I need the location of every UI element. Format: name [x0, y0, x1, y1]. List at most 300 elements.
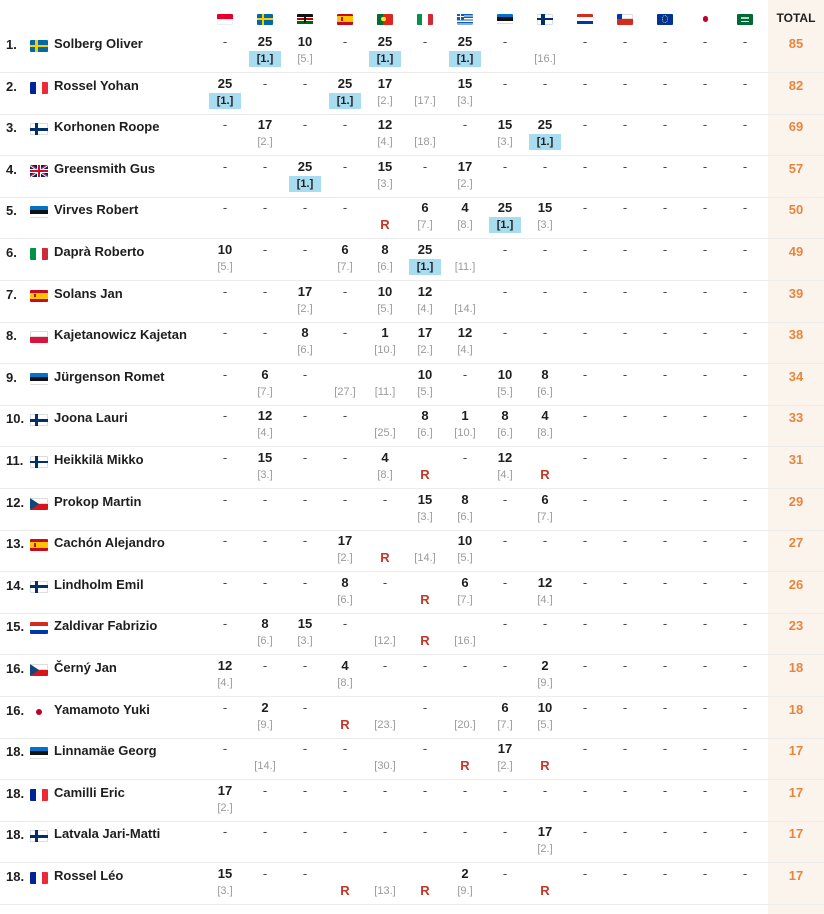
finish-position: [5.] — [537, 718, 553, 731]
finland-flag-icon — [30, 414, 48, 426]
event-header-10[interactable] — [605, 11, 645, 27]
result-cell — [525, 116, 565, 154]
driver-name[interactable]: Latvala Jari-Matti — [54, 826, 161, 842]
result-cell — [645, 158, 685, 196]
finish-position — [525, 550, 565, 566]
finish-position — [685, 883, 725, 899]
finish-position: [6.] — [537, 385, 553, 398]
result-cell — [365, 699, 405, 737]
france-flag-icon — [30, 82, 48, 94]
points: - — [222, 450, 228, 465]
result-cell — [565, 75, 605, 113]
result-cell — [725, 823, 765, 861]
result-cell — [245, 574, 285, 612]
points: - — [742, 741, 748, 757]
finish-position: [3.] — [537, 219, 553, 232]
result-cell — [605, 241, 645, 279]
result-cell — [565, 699, 605, 737]
table-row[interactable] — [0, 114, 824, 156]
points: - — [222, 325, 228, 341]
points: - — [662, 616, 668, 632]
event-header-5[interactable] — [405, 11, 445, 27]
result-cell — [525, 283, 565, 321]
driver-name[interactable]: Solberg Oliver — [54, 36, 143, 51]
finish-position: [6.] — [417, 427, 433, 440]
result-cell — [725, 283, 765, 321]
retired-mark: R — [420, 883, 430, 898]
points: - — [302, 824, 308, 840]
finland-flag-icon — [30, 123, 48, 135]
result-cell — [725, 699, 765, 737]
table-row[interactable] — [0, 572, 824, 614]
result-cell — [285, 615, 325, 653]
position: 4. — [6, 161, 17, 177]
driver-name[interactable]: Greensmith Gus — [54, 160, 156, 176]
result-cell — [645, 532, 685, 570]
result-cell — [205, 532, 245, 570]
result-cell — [245, 740, 285, 778]
result-cell — [685, 657, 725, 695]
finish-position — [565, 717, 605, 733]
event-header-6[interactable] — [445, 11, 485, 27]
points: - — [582, 824, 588, 840]
driver-name[interactable]: Černý Jan — [54, 660, 117, 675]
driver-name[interactable]: Virves Robert — [54, 202, 139, 218]
points: - — [462, 782, 468, 798]
result-cell — [205, 699, 245, 737]
result-cell — [565, 865, 605, 903]
points: - — [542, 242, 548, 257]
finish-position — [645, 592, 685, 608]
result-cell — [205, 366, 245, 404]
finish-position — [565, 509, 605, 525]
table-row[interactable] — [0, 863, 824, 905]
finish-position: [1.] — [249, 51, 281, 67]
result-cell — [685, 33, 725, 71]
finish-position: [23.] — [374, 718, 396, 731]
event-header-7[interactable] — [485, 11, 525, 27]
points: - — [502, 283, 508, 299]
finish-position: [1.] — [529, 134, 561, 150]
result-cell — [565, 823, 605, 861]
points: - — [622, 75, 628, 91]
finish-position — [685, 342, 725, 358]
result-cell — [445, 574, 485, 612]
finish-position: [4.] — [217, 677, 233, 689]
result-cell — [445, 782, 485, 820]
result-cell — [205, 740, 245, 778]
points: - — [702, 283, 708, 299]
table-row[interactable] — [0, 780, 824, 822]
points: - — [622, 366, 628, 382]
event-header-11[interactable] — [645, 11, 685, 27]
result-cell — [565, 324, 605, 362]
finish-position — [565, 550, 605, 566]
event-header-1[interactable] — [245, 11, 285, 27]
driver-name[interactable]: Prokop Martin — [54, 493, 142, 509]
finish-position — [245, 176, 285, 192]
table-row[interactable] — [0, 281, 824, 323]
points: - — [662, 366, 668, 382]
finish-position: [3.] — [497, 136, 513, 149]
event-header-9[interactable] — [565, 11, 605, 27]
result-cell — [405, 75, 445, 113]
result-cell — [725, 657, 765, 695]
finish-position — [285, 384, 325, 400]
points: - — [622, 283, 628, 299]
finish-position — [285, 800, 325, 816]
result-cell — [325, 324, 365, 362]
finish-position: [4.] — [377, 136, 393, 149]
spain-flag-icon — [337, 14, 353, 25]
finish-position — [405, 800, 445, 816]
table-row[interactable] — [0, 489, 824, 531]
kenya-flag-icon — [297, 14, 313, 25]
points: - — [502, 866, 508, 881]
result-cell — [485, 283, 525, 321]
total-points: 27 — [788, 535, 804, 551]
greece-flag-icon — [457, 14, 473, 25]
finish-position — [725, 217, 765, 233]
finish-position: [9.] — [257, 718, 273, 731]
points: - — [422, 699, 428, 715]
result-cell — [365, 782, 405, 820]
points: - — [302, 75, 308, 91]
table-row[interactable] — [0, 197, 824, 239]
finish-position — [245, 675, 285, 691]
finish-position — [685, 550, 725, 566]
finish-position — [605, 717, 645, 733]
finish-position: [14.] — [454, 302, 476, 315]
result-cell — [205, 241, 245, 279]
points: - — [462, 658, 468, 673]
event-header-13[interactable] — [725, 11, 765, 27]
finish-position — [485, 176, 525, 192]
points: 8 — [301, 325, 309, 341]
points: - — [502, 824, 508, 840]
finish-position — [525, 176, 565, 192]
points: 4 — [461, 200, 469, 216]
finish-position — [285, 841, 325, 857]
finish-position — [285, 883, 325, 899]
result-cell — [325, 283, 365, 321]
driver-name[interactable]: Zaldivar Fabrizio — [54, 618, 158, 634]
finish-position — [565, 384, 605, 400]
result-cell — [365, 823, 405, 861]
result-cell — [645, 657, 685, 695]
result-cell — [365, 324, 405, 362]
retired-mark: R — [340, 716, 350, 732]
finish-position — [565, 633, 605, 649]
table-row[interactable] — [0, 738, 824, 780]
finish-position: [5.] — [417, 385, 433, 398]
points: 10 — [297, 34, 313, 49]
finish-position: [4.] — [417, 302, 433, 315]
result-cell — [605, 407, 645, 445]
event-header-8[interactable] — [525, 11, 565, 27]
finish-position — [245, 259, 285, 275]
points: 25 — [497, 200, 513, 216]
finish-position — [565, 592, 605, 608]
driver-name[interactable]: Korhonen Roope — [54, 119, 160, 135]
finish-position — [205, 134, 245, 150]
result-cell — [245, 158, 285, 196]
points: - — [502, 533, 508, 549]
points: - — [582, 741, 588, 757]
event-header-0[interactable] — [205, 11, 245, 27]
finish-position — [645, 134, 685, 150]
result-cell — [725, 116, 765, 154]
finish-position — [645, 301, 685, 317]
finish-position — [325, 800, 365, 816]
driver-name[interactable]: Kajetanowicz Kajetan — [54, 327, 187, 343]
driver-name[interactable]: Rossel Yohan — [54, 77, 139, 93]
event-header-3[interactable] — [325, 11, 365, 27]
points: - — [702, 616, 708, 632]
retired-mark: R — [540, 758, 550, 774]
result-cell — [605, 657, 645, 695]
finish-position — [645, 800, 685, 816]
result-cell — [285, 324, 325, 362]
result-cell — [285, 657, 325, 695]
points: 6 — [421, 200, 429, 216]
result-cell — [605, 116, 645, 154]
result-cell — [245, 324, 285, 362]
result-cell — [445, 657, 485, 695]
finish-position — [565, 259, 605, 275]
points: - — [662, 533, 668, 549]
result-cell — [565, 615, 605, 653]
points: - — [222, 616, 228, 632]
result-cell — [485, 865, 525, 903]
result-cell — [325, 699, 365, 737]
table-row[interactable] — [0, 530, 824, 572]
points: - — [302, 533, 308, 549]
finish-position — [365, 841, 405, 857]
table-row[interactable] — [0, 239, 824, 281]
driver-name[interactable]: Camilli Eric — [54, 784, 125, 800]
table-row[interactable] — [0, 821, 824, 863]
finish-position: [2.] — [217, 801, 233, 814]
table-row[interactable] — [0, 613, 824, 655]
result-cell — [325, 158, 365, 196]
table-row[interactable] — [0, 156, 824, 198]
driver-name[interactable]: Cachón Alejandro — [54, 535, 165, 551]
result-cell — [205, 449, 245, 487]
driver-name[interactable]: Daprà Roberto — [54, 244, 145, 259]
event-header-12[interactable] — [685, 11, 725, 27]
points: - — [662, 408, 668, 424]
result-cell — [405, 657, 445, 695]
points: - — [662, 75, 668, 91]
driver-name[interactable]: Yamamoto Yuki — [54, 701, 150, 717]
retired-mark: R — [340, 883, 350, 898]
result-cell — [645, 75, 685, 113]
points: 15 — [257, 450, 273, 465]
result-cell — [325, 366, 365, 404]
finish-position: [5.] — [297, 53, 313, 65]
table-row[interactable] — [0, 322, 824, 364]
finish-position — [605, 134, 645, 150]
points: - — [622, 200, 628, 216]
finish-position — [645, 841, 685, 857]
result-cell — [685, 283, 725, 321]
finish-position: [2.] — [497, 760, 513, 773]
finish-position — [205, 51, 245, 67]
result-cell — [445, 33, 485, 71]
result-cell — [485, 366, 525, 404]
spain-flag-icon — [30, 290, 48, 302]
result-cell — [205, 823, 245, 861]
finish-position — [565, 134, 605, 150]
points: - — [742, 574, 748, 590]
finish-position: [7.] — [257, 385, 273, 398]
points: - — [582, 117, 588, 133]
driver-name[interactable]: Heikkilä Mikko — [54, 452, 144, 467]
finish-position — [325, 425, 365, 441]
points: - — [742, 408, 748, 424]
finish-position — [445, 467, 485, 483]
finish-position — [725, 467, 765, 483]
position: 16. — [6, 661, 25, 676]
finish-position — [445, 675, 485, 691]
finish-position — [485, 633, 525, 649]
points: - — [582, 408, 588, 424]
result-cell — [445, 75, 485, 113]
driver-name[interactable]: Lindholm Emil — [54, 576, 144, 592]
points: 17 — [337, 533, 353, 549]
result-cell — [365, 366, 405, 404]
result-cell — [245, 449, 285, 487]
points: - — [702, 574, 708, 590]
finish-position: [1.] — [329, 93, 361, 109]
table-row[interactable] — [0, 31, 824, 73]
points: - — [222, 200, 228, 216]
result-cell — [565, 574, 605, 612]
points: - — [582, 658, 588, 673]
points: 12 — [457, 325, 473, 341]
finish-position — [405, 675, 445, 691]
event-header-2[interactable] — [285, 11, 325, 27]
table-row[interactable] — [0, 405, 824, 447]
position: 18. — [6, 785, 25, 801]
finish-position: [14.] — [414, 552, 436, 565]
result-cell — [525, 532, 565, 570]
finish-position: [17.] — [414, 94, 436, 107]
points: 8 — [501, 408, 509, 424]
result-cell — [645, 366, 685, 404]
points: - — [742, 34, 748, 49]
points: 4 — [381, 450, 389, 465]
points: - — [702, 824, 708, 840]
result-cell — [485, 199, 525, 237]
points: - — [582, 325, 588, 341]
driver-name[interactable]: Solans Jan — [54, 285, 123, 301]
result-cell — [325, 33, 365, 71]
points: - — [622, 325, 628, 341]
points: 25 — [337, 75, 353, 91]
event-header-4[interactable] — [365, 11, 405, 27]
result-cell — [325, 574, 365, 612]
points: - — [742, 325, 748, 341]
points: - — [262, 242, 268, 257]
finish-position — [325, 841, 365, 857]
result-cell — [605, 199, 645, 237]
result-cell — [565, 449, 605, 487]
driver-name[interactable]: Joona Lauri — [54, 410, 128, 426]
result-cell — [325, 199, 365, 237]
result-cell — [725, 199, 765, 237]
table-row[interactable] — [0, 364, 824, 406]
finish-position — [565, 342, 605, 358]
result-cell — [485, 158, 525, 196]
result-cell — [205, 75, 245, 113]
points: - — [302, 117, 308, 133]
result-cell — [285, 283, 325, 321]
finish-position — [645, 425, 685, 441]
result-cell — [525, 491, 565, 529]
result-cell — [685, 491, 725, 529]
result-cell — [645, 241, 685, 279]
result-cell — [725, 449, 765, 487]
finish-position — [685, 633, 725, 649]
result-cell — [365, 75, 405, 113]
points: - — [582, 616, 588, 632]
points: 15 — [297, 616, 313, 632]
points: - — [422, 824, 428, 840]
finish-position — [325, 467, 365, 483]
finish-position — [605, 550, 645, 566]
finish-position — [325, 51, 365, 67]
driver-name[interactable]: Linnamäe Georg — [54, 743, 157, 759]
table-row[interactable] — [0, 655, 824, 697]
position: 13. — [6, 536, 25, 552]
result-cell — [405, 199, 445, 237]
points: - — [742, 491, 748, 507]
points: - — [502, 242, 508, 257]
finish-position: [1.] — [369, 51, 401, 67]
table-row[interactable] — [0, 447, 824, 489]
result-cell — [365, 657, 405, 695]
driver-name[interactable]: Jürgenson Romet — [54, 368, 165, 384]
table-row[interactable] — [0, 697, 824, 739]
driver-name[interactable]: Rossel Léo — [54, 868, 124, 883]
position: 14. — [6, 577, 25, 593]
points: 12 — [217, 658, 233, 673]
total-points: 17 — [788, 868, 804, 883]
table-row[interactable] — [0, 73, 824, 115]
total-points: 31 — [788, 452, 804, 467]
points: - — [462, 366, 468, 382]
result-cell — [325, 865, 365, 903]
finish-position: [3.] — [417, 510, 433, 523]
points: 12 — [417, 283, 433, 299]
finish-position — [205, 509, 245, 525]
uk-flag-icon — [30, 165, 48, 177]
result-cell — [245, 407, 285, 445]
points: 8 — [461, 491, 469, 507]
result-cell — [365, 491, 405, 529]
points: - — [422, 158, 428, 174]
result-cell — [445, 491, 485, 529]
result-cell — [565, 366, 605, 404]
points: 10 — [417, 366, 433, 382]
finish-position — [285, 425, 325, 441]
finish-position — [405, 51, 445, 67]
result-cell — [725, 532, 765, 570]
total-points: 57 — [788, 160, 804, 176]
points: - — [222, 117, 228, 133]
